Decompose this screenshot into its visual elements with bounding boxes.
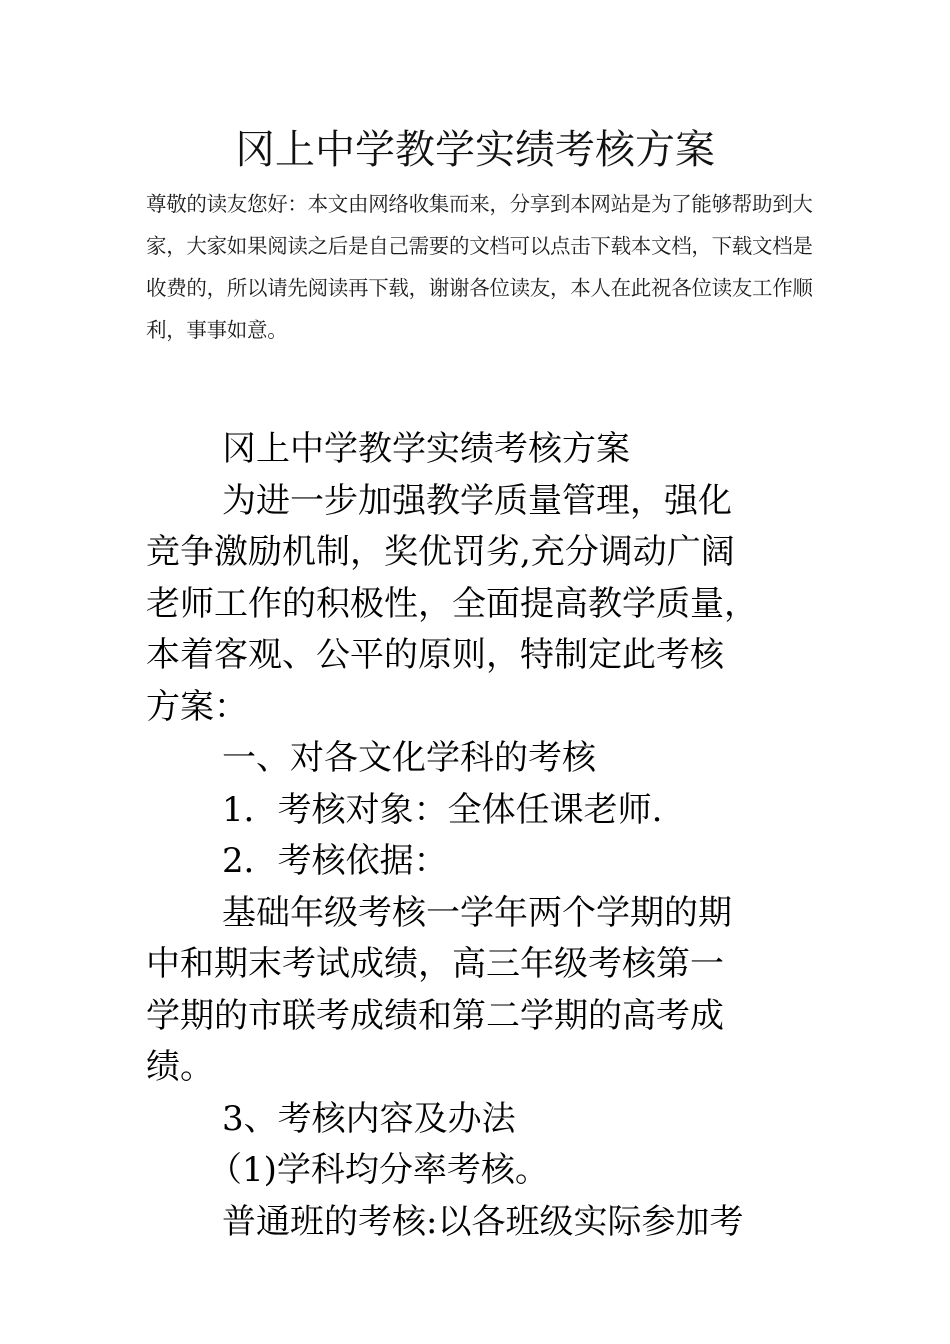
document-header-title: 冈上中学教学实绩考核方案	[235, 127, 715, 173]
list-item-3: 3、考核内容及办法	[222, 1098, 516, 1139]
intro-paragraph-line: 方案：	[146, 686, 248, 727]
body-title: 冈上中学教学实绩考核方案	[222, 429, 630, 469]
reader-notice	[146, 183, 813, 351]
basis-paragraph-line: 学期的市联考成绩和第二学期的高考成	[146, 995, 724, 1036]
regular-class-paragraph-line: 普通班的考核:以各班级实际参加考	[222, 1201, 744, 1242]
intro-paragraph-line: 本着客观、公平的原则，特制定此考核	[146, 635, 724, 675]
intro-paragraph-line: 老师工作的积极性，全面提高教学质量，	[146, 583, 758, 624]
notice-line: 利，事事如意。	[146, 318, 288, 342]
basis-paragraph-line: 绩。	[146, 1047, 214, 1087]
basis-paragraph-line: 中和期末考试成绩，高三年级考核第一	[146, 944, 724, 984]
list-item-2: 2．考核依据：	[222, 841, 448, 881]
intro-paragraph-line: 竞争激励机制，奖优罚劣,充分调动广阔	[146, 532, 735, 572]
section-heading: 一、对各文化学科的考核	[222, 738, 596, 778]
list-item-1: 1．考核对象：全体任课老师.	[222, 789, 663, 830]
basis-paragraph-line: 基础年级考核一学年两个学期的期	[222, 892, 732, 933]
document-body	[146, 424, 836, 1248]
notice-line: 收费的，所以请先阅读再下载，谢谢各位读友，本人在此祝各位读友工作顺	[146, 276, 813, 300]
sub-item-1: （1)学科均分率考核。	[208, 1150, 549, 1190]
notice-line: 尊敬的读友您好：本文由网络收集而来，分享到本网站是为了能够帮助到大	[146, 192, 813, 216]
notice-line: 家，大家如果阅读之后是自己需要的文档可以点击下载本文档，下载文档是	[146, 234, 813, 258]
intro-paragraph-line: 为进一步加强教学质量管理，强化	[222, 480, 732, 521]
